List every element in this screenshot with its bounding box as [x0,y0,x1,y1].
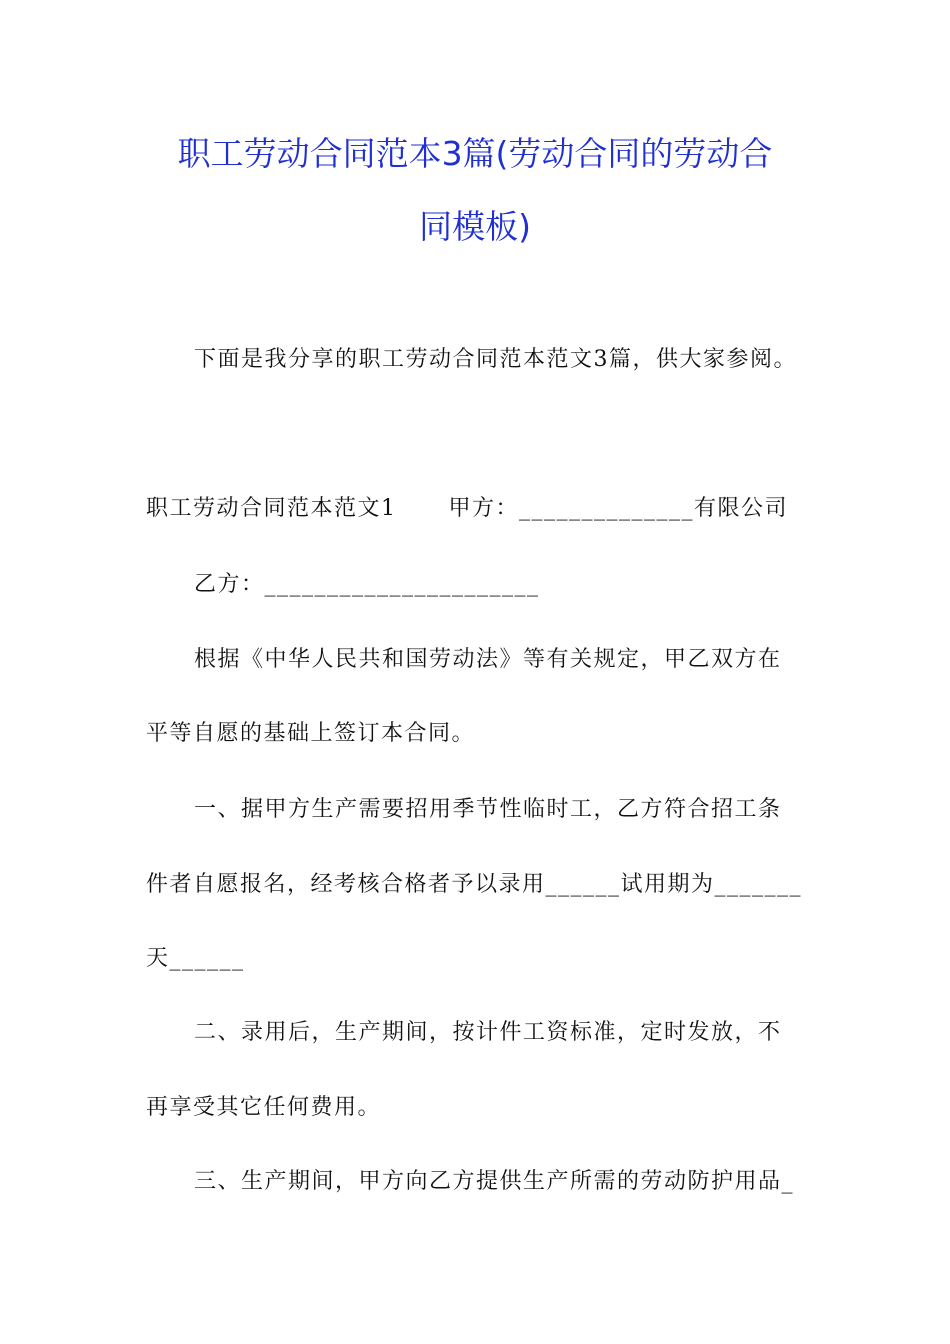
section-heading: 职工劳动合同范本范文1 [146,496,397,521]
clause-1-line-2: 件者自愿报名，经考核合格者予以录用______试用期为_______ [146,872,803,897]
clause-2-line-2: 再享受其它任何费用。 [146,1095,382,1120]
section-heading-row [146,494,788,524]
intro-paragraph: 下面是我分享的职工劳动合同范本范文3篇，供大家参阅。 [194,347,797,372]
clause-1-line-1: 一、据甲方生产需要招用季节性临时工，乙方符合招工条 [194,797,782,822]
clause-2-line-1: 二、录用后，生产期间，按计件工资标准，定时发放，不 [194,1020,782,1045]
clause-3-line-1: 三、生产期间，甲方向乙方提供生产所需的劳动防护用品_ [194,1169,795,1194]
clause-1-line-3: 天______ [146,946,245,971]
basis-paragraph-line-1: 根据《中华人民共和国劳动法》等有关规定，甲乙双方在 [194,647,782,672]
party-a-line: 甲方：______________有限公司 [448,496,789,521]
document-title-line-1: 职工劳动合同范本3篇(劳动合同的劳动合 [177,134,773,173]
document-title-line-2: 同模板) [419,207,531,246]
basis-paragraph-line-2: 平等自愿的基础上签订本合同。 [146,721,476,746]
party-b-line: 乙方：______________________ [194,572,540,597]
